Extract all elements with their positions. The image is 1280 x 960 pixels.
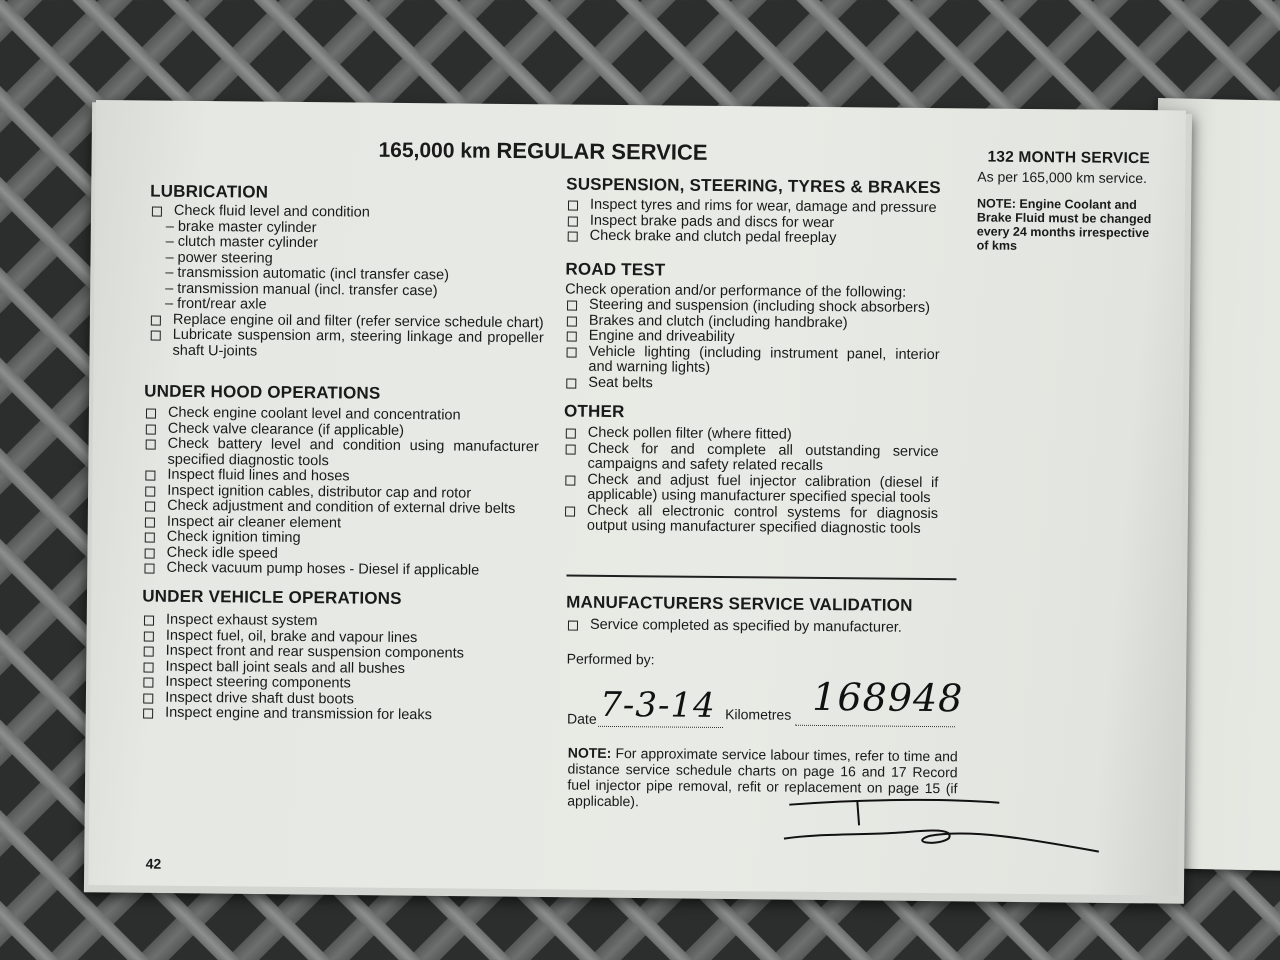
checkbox[interactable] <box>144 631 154 641</box>
checklist-item-text: Inspect tyres and rims for wear, damage and pressure <box>589 196 937 217</box>
month-service-subtitle: As per 165,000 km service. <box>977 168 1148 187</box>
under-hood-list <box>142 405 539 579</box>
suspension-heading: SUSPENSION, STEERING, TYRES & BRAKES <box>566 174 941 198</box>
signature <box>779 787 1120 880</box>
checkbox[interactable] <box>567 301 577 311</box>
lubrication-heading: LUBRICATION <box>150 181 269 202</box>
checklist-item-text: – front/rear axle <box>164 295 267 313</box>
month-note-label: NOTE: <box>976 196 1017 211</box>
other-list <box>563 426 939 538</box>
checkbox[interactable] <box>565 506 575 516</box>
checklist-item-text: Engine and driveability <box>588 327 735 346</box>
validation-heading: MANUFACTURERS SERVICE VALIDATION <box>566 592 913 615</box>
checklist-item-text: Brakes and clutch (including handbrake) <box>588 312 848 331</box>
suspension-list <box>566 198 941 248</box>
checklist-item-text: Seat belts <box>588 374 653 391</box>
date-handwritten: 7-3-14 <box>600 684 716 726</box>
checklist-item-text: Inspect exhaust system <box>165 611 318 630</box>
checkbox[interactable] <box>144 563 154 573</box>
checkbox[interactable] <box>565 475 575 485</box>
checklist-item-text: Inspect ball joint seals and all bushes <box>165 658 406 677</box>
checklist-item[interactable] <box>564 375 939 394</box>
checklist-item-text: Check valve clearance (if applicable) <box>167 420 405 439</box>
checkbox[interactable] <box>144 646 154 656</box>
checklist-item-text: – transmission manual (incl. transfer case) <box>165 280 438 299</box>
page-title <box>378 137 707 166</box>
checklist-item-text: Check adjustment and condition of external drive belts <box>167 497 516 518</box>
date-line <box>598 726 723 728</box>
checkbox[interactable] <box>567 347 577 357</box>
checkbox[interactable] <box>143 708 153 718</box>
title-prefix: 165,000 km <box>378 138 491 163</box>
checklist-item-text: Vehicle lighting (including instrument panel, interior and warning lights) <box>588 343 940 376</box>
checklist-item-text: Check and adjust fuel injector calibration (diesel if applicable) using manufacturer specified special tools <box>587 471 939 507</box>
checkbox[interactable] <box>146 424 156 434</box>
checkbox[interactable] <box>145 532 155 542</box>
checkbox[interactable] <box>144 615 154 625</box>
month-service-heading: 132 MONTH SERVICE <box>987 148 1151 168</box>
checkbox[interactable] <box>145 548 155 558</box>
checkbox[interactable] <box>567 316 577 326</box>
checklist-item-text: Check ignition timing <box>166 528 301 546</box>
checkbox[interactable] <box>144 662 154 672</box>
checkbox[interactable] <box>566 378 576 388</box>
other-heading: OTHER <box>563 401 625 422</box>
checkbox[interactable] <box>568 232 578 242</box>
checklist-item-text: – power steering <box>165 249 273 267</box>
checklist-item-text: Inspect drive shaft dust boots <box>165 689 354 708</box>
checklist-item[interactable] <box>566 229 941 248</box>
road-test-heading: ROAD TEST <box>565 259 666 280</box>
checklist-item-text: Check vacuum pump hoses - Diesel if applicable <box>166 559 480 579</box>
checklist-item-text: Check idle speed <box>166 544 278 562</box>
checkbox[interactable] <box>152 207 162 217</box>
kilometres-label: Kilometres <box>725 706 792 723</box>
note-text: For approximate service labour times, refer to time and distance service schedule charts on page 16 and 17 Record fuel injector pipe removal, refit or replacement on page 15 (if applicable). <box>567 745 958 810</box>
checklist-item-text: Inspect brake pads and discs for wear <box>589 212 835 231</box>
checkbox[interactable] <box>146 408 156 418</box>
validation-checklist <box>566 618 946 637</box>
checkbox[interactable] <box>146 439 156 449</box>
service-book-page <box>88 100 1185 895</box>
checklist-item-text: – clutch master cylinder <box>165 233 319 252</box>
checklist-item-text: Inspect engine and transmission for leaks <box>165 704 432 724</box>
checklist-item-text: Inspect fluid lines and hoses <box>167 466 350 485</box>
checklist-item[interactable] <box>142 560 537 579</box>
road-test-intro: Check operation and/or performance of the following: <box>565 281 907 301</box>
checklist-item-text: Replace engine oil and filter (refer service schedule chart) <box>172 311 544 331</box>
performed-by-label: Performed by: <box>566 650 655 668</box>
checkbox[interactable] <box>145 501 155 511</box>
checklist-item-text: – transmission automatic (incl transfer case) <box>165 264 450 284</box>
checklist-item-text: Check all electronic control systems for diagnosis output using manufacturer specified diagnostic tools <box>586 502 939 537</box>
checkbox[interactable] <box>568 216 578 226</box>
checklist-item[interactable] <box>143 436 538 471</box>
under-vehicle-list <box>141 612 537 724</box>
checkbox[interactable] <box>567 332 577 342</box>
title-main: REGULAR SERVICE <box>496 137 708 165</box>
under-hood-heading: UNDER HOOD OPERATIONS <box>144 381 381 403</box>
checklist-item-text: Check pollen filter (where fitted) <box>587 424 792 443</box>
checklist-item-text: Check for and complete all outstanding service campaigns and safety related recalls <box>587 440 939 474</box>
lubrication-list <box>149 204 545 363</box>
validation-checkbox-item[interactable] <box>566 618 946 637</box>
checkbox[interactable] <box>145 486 155 496</box>
checklist-item[interactable] <box>149 328 544 363</box>
checklist-item-text: Check engine coolant level and concentration <box>167 404 461 424</box>
checklist-item-text: – brake master cylinder <box>165 218 317 236</box>
checkbox[interactable] <box>151 331 161 341</box>
checklist-item-text: Steering and suspension (including shock absorbers) <box>588 296 931 317</box>
checklist-item-text: Check battery level and condition using manufacturer specified diagnostic tools <box>167 435 539 469</box>
checklist-item-text: Inspect front and rear suspension components <box>165 642 465 662</box>
checklist-item[interactable] <box>563 503 938 538</box>
checklist-item-text: Inspect ignition cables, distributor cap and rotor <box>167 482 472 502</box>
checkbox[interactable] <box>143 693 153 703</box>
checkbox[interactable] <box>568 201 578 211</box>
checklist-item-text: Inspect fuel, oil, brake and vapour lines <box>165 627 418 646</box>
checklist-item[interactable] <box>563 441 938 476</box>
road-test-list <box>564 298 940 395</box>
checklist-item-text: Check fluid level and condition <box>173 202 370 221</box>
checklist-item[interactable] <box>563 472 938 507</box>
checklist-item[interactable] <box>564 344 939 379</box>
checkbox[interactable] <box>566 429 576 439</box>
checkbox[interactable] <box>568 621 578 631</box>
checklist-item-text: Inspect steering components <box>165 673 351 692</box>
checkbox[interactable] <box>151 315 161 325</box>
under-vehicle-heading: UNDER VEHICLE OPERATIONS <box>142 586 402 608</box>
note-label: NOTE: <box>567 744 612 761</box>
month-note-text: Engine Coolant and Brake Fluid must be changed every 24 months irrespective of kms <box>976 196 1152 253</box>
km-handwritten: 168948 <box>812 674 964 721</box>
checkbox[interactable] <box>145 470 155 480</box>
checkbox[interactable] <box>143 677 153 687</box>
checkbox[interactable] <box>145 517 155 527</box>
km-line <box>795 725 955 728</box>
checklist-item-text: Inspect air cleaner element <box>166 513 342 531</box>
checklist-item[interactable] <box>141 705 536 724</box>
checklist-item-text: Lubricate suspension arm, steering linkage and propeller shaft U-joints <box>172 326 544 360</box>
checkbox[interactable] <box>566 444 576 454</box>
validation-checkbox-label: Service completed as specified by manufacturer. <box>589 616 902 636</box>
page-number: 42 <box>145 855 162 872</box>
month-service-note <box>977 196 1158 254</box>
date-label: Date <box>567 710 597 727</box>
validation-divider <box>566 575 956 581</box>
checklist-item-text: Check brake and clutch pedal freeplay <box>589 227 837 247</box>
